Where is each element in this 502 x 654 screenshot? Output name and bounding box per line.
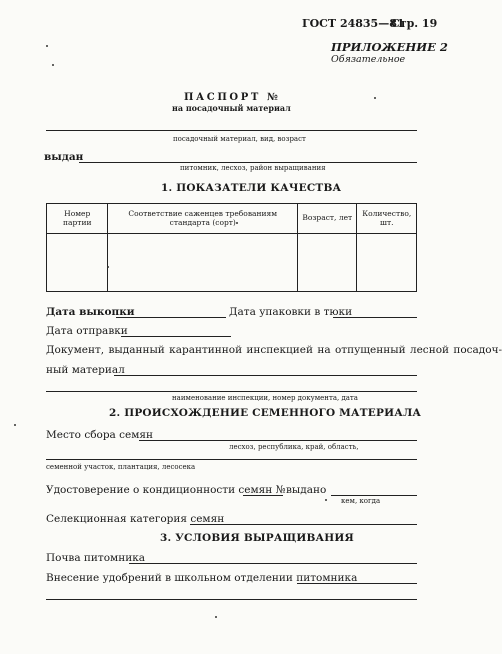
dig-date-line[interactable] xyxy=(116,317,226,318)
cell-compliance[interactable] xyxy=(108,234,298,292)
collect-place-line-2[interactable] xyxy=(46,459,417,460)
scan-speck xyxy=(374,97,376,99)
col-quantity: Количество, шт. xyxy=(357,204,417,234)
doc-caption: наименование инспекции, номер документа, дата xyxy=(172,394,358,402)
scan-speck xyxy=(14,424,16,426)
passport-title: ПАСПОРТ № xyxy=(184,92,281,103)
scan-speck xyxy=(236,222,238,224)
send-date-label: Дата отправки xyxy=(46,325,128,337)
place-caption: лесхоз, республика, край, область, xyxy=(229,443,359,451)
issued-label: выдан xyxy=(44,151,84,163)
selection-label: Селекционная категория семян xyxy=(46,513,225,525)
doc-line-2[interactable] xyxy=(46,391,417,392)
section1-title: 1. ПОКАЗАТЕЛИ КАЧЕСТВА xyxy=(161,182,342,194)
collect-place-line[interactable] xyxy=(139,440,417,441)
scan-speck xyxy=(215,616,217,618)
soil-label: Почва питомника xyxy=(46,552,146,564)
scan-speck xyxy=(52,64,54,66)
cell-quantity[interactable] xyxy=(357,234,417,292)
col-batch-number: Номер партии xyxy=(47,204,108,234)
passport-subtitle: на посадочный материал xyxy=(172,103,291,113)
section3-title: 3. УСЛОВИЯ ВЫРАЩИВАНИЯ xyxy=(160,532,354,544)
pack-date-line[interactable] xyxy=(333,317,417,318)
scan-speck xyxy=(325,499,327,501)
collect-place-label: Место сбора семян xyxy=(46,429,154,441)
col-age: Возраст, лет xyxy=(298,204,357,234)
issued-line[interactable] xyxy=(79,162,417,163)
fertilizer-line-2[interactable] xyxy=(46,599,417,600)
issued-caption: питомник, лесхоз, район выращивания xyxy=(180,164,326,172)
doc-label-line2: ный материал xyxy=(46,364,125,376)
soil-line[interactable] xyxy=(129,563,417,564)
cell-age[interactable] xyxy=(298,234,357,292)
who-caption: кем, когда xyxy=(341,497,381,505)
certificate-number-line[interactable] xyxy=(243,495,283,496)
material-line[interactable] xyxy=(46,130,417,131)
doc-line[interactable] xyxy=(114,375,417,376)
material-caption: посадочный материал, вид, возраст xyxy=(173,135,306,143)
certificate-issued-line[interactable] xyxy=(331,495,417,496)
pack-date-label: Дата упаковки в тюки xyxy=(229,306,353,318)
dig-date-label: Дата выкопки xyxy=(46,306,135,318)
gost-number: ГОСТ 24835—81 xyxy=(302,17,405,30)
selection-line[interactable] xyxy=(190,524,417,525)
fertilizer-line[interactable] xyxy=(297,583,417,584)
scan-speck xyxy=(107,266,109,268)
certificate-label: Удостоверение о кондиционности семян № xyxy=(46,484,286,496)
doc-label-line1: Документ, выданный карантинной инспекцией на отпущенный лесной посадоч- xyxy=(46,344,502,356)
appendix-label: ПРИЛОЖЕНИЕ 2 xyxy=(331,40,448,54)
fertilizer-label: Внесение удобрений в школьном отделении питомника xyxy=(46,572,358,584)
certificate-issued-label: выдано xyxy=(286,484,327,496)
mandatory-label: Обязательное xyxy=(331,54,406,65)
quality-table xyxy=(46,203,417,292)
col-standard-compliance: Соответствие саженцев требованиям стандарта (сорт) xyxy=(108,204,298,234)
section2-title: 2. ПРОИСХОЖДЕНИЕ СЕМЕННОГО МАТЕРИАЛА xyxy=(109,407,422,419)
page-number: Стр. 19 xyxy=(391,17,438,30)
scan-speck xyxy=(46,45,48,47)
cell-batch[interactable] xyxy=(47,234,108,292)
area-caption: семенной участок, плантация, лесосека xyxy=(46,463,196,471)
send-date-line[interactable] xyxy=(121,336,231,337)
